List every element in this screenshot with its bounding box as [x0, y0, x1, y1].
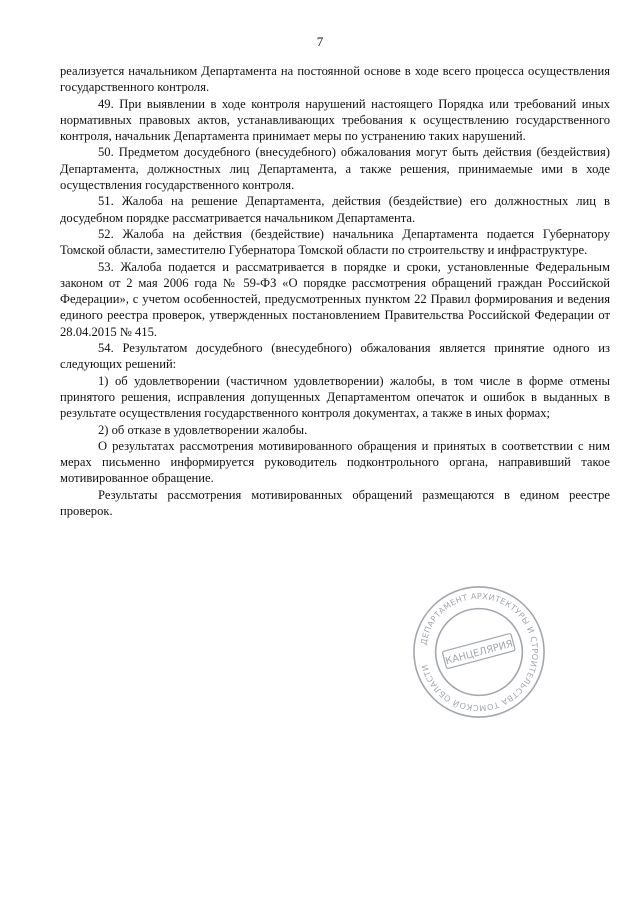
paragraph-51: 51. Жалоба на решение Департамента, действия (бездействие) его должностных лиц в досудебном порядке рассматривается начальником Департамента. [60, 194, 610, 225]
paragraph-50: 50. Предметом досудебного (внесудебного) обжалования могут быть действия (бездействия) Департамента, должностных лиц Департамента, а также решения, принимаемые ими в ходе осуществления государственного контроля. [60, 145, 610, 193]
page-number: 7 [316, 34, 324, 49]
stamp-ring-text: ДЕПАРТАМЕНТ АРХИТЕКТУРЫ И СТРОИТЕЛЬСТВА ТОМСКОЙ ОБЛАСТИ [418, 590, 541, 714]
paragraph-results-registry: Результаты рассмотрения мотивированных обращений размещаются в едином реестре проверок. [60, 487, 610, 519]
office-stamp [410, 583, 548, 721]
paragraph-results-info: О результатах рассмотрения мотивированного обращения и принятых в соответствии с ним мерах письменно информируется руководитель подконтрольного органа, направивший такое мотивированное обращение. [60, 438, 610, 486]
paragraph-52: 52. Жалоба на действия (бездействие) начальника Департамента подается Губернатору Томской области, заместителю Губернатора Томской области по строительству и инфраструктуре. [60, 226, 610, 258]
paragraph-54-item-2: 2) об отказе в удовлетворении жалобы. [98, 422, 308, 437]
paragraph-49: 49. При выявлении в ходе контроля нарушений настоящего Порядка или требований иных нормативных правовых актов, устанавливающих требования к осуществлению государственного контроля, начальник Департамента принимает меры по устранению таких нарушений. [60, 96, 610, 144]
paragraph-continuation: реализуется начальником Департамента на постоянной основе в ходе всего процесса осуществления государственного контроля. [60, 64, 610, 95]
paragraph-54: 54. Результатом досудебного (внесудебного) обжалования является принятие одного из следующих решений: [60, 341, 610, 372]
stamp-center-text: КАНЦЕЛЯРИЯ [444, 638, 515, 668]
paragraph-53: 53. Жалоба подается и рассматривается в порядке и сроки, установленные Федеральным законом от 2 мая 2006 года № 59-ФЗ «О порядке рассмотрения обращений граждан Российской Федерации», с учетом особенностей, предусмотренных пунктом 22 Правил формирования и ведения единого реестра проверок, утвержденных постановлением Правительства Российской Федерации от 28.04.2015 № 415. [60, 259, 610, 339]
paragraph-54-item-1: 1) об удовлетворении (частичном удовлетворении) жалобы, в том числе в форме отмены принятого решения, исправления допущенных Департаментом опечаток и ошибок в выданных в результате осуществления государственного контроля документах, а также в иных формах; [60, 373, 610, 421]
document-body [60, 63, 610, 519]
